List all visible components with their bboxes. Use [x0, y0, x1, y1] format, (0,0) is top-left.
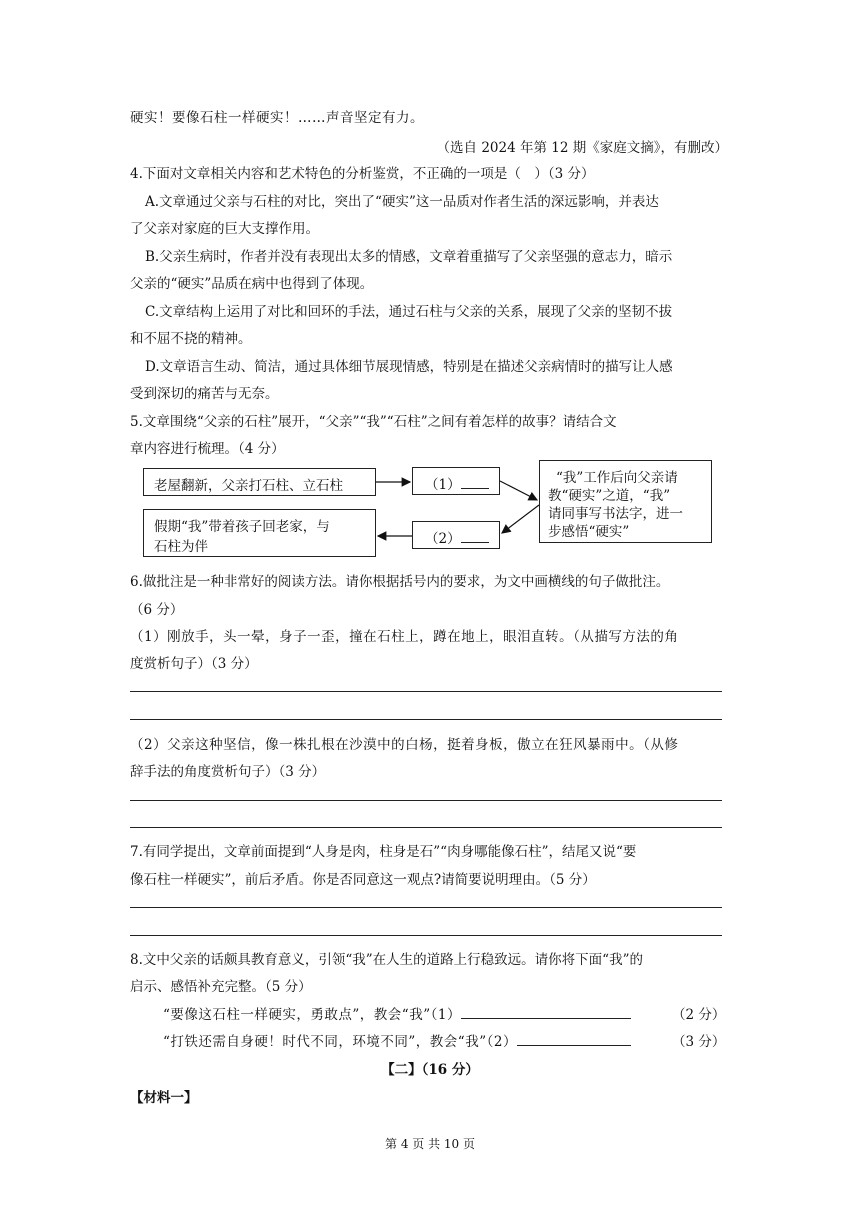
q6-stem-line1: 6.做批注是一种非常好的阅读方法。请你根据括号内的要求，为文中画横线的句子做批注。 [130, 574, 670, 590]
answer-line[interactable] [130, 827, 722, 828]
q6-sub1-line1: （1）刚放手，头一晕，身子一歪，撞在石柱上，蹲在地上，眼泪直转。（从描写方法的角 [130, 629, 679, 645]
q8-line2: 启示、感悟补充完整。（5 分） [130, 979, 312, 995]
q4-option-a-line1: A.文章通过父亲与石柱的对比，突出了“硬实”这一品质对作者生活的深远影响，并表达 [145, 194, 659, 210]
q4-option-b-line2: 父亲的“硬实”品质在病中也得到了体现。 [130, 276, 374, 292]
flow-box-4-line1: 假期“我”带着孩子回老家，与 [154, 519, 330, 535]
answer-line[interactable] [130, 907, 722, 908]
flow-box-3-line3: 请同事写书法字，进一 [548, 506, 683, 522]
answer-line[interactable] [130, 800, 722, 801]
flow-arrows [0, 0, 860, 600]
flow-box-3-line2: 教“硬实”之道，“我” [548, 488, 671, 504]
q4-option-b-line1: B.父亲生病时，作者并没有表现出太多的情感，文章着重描写了父亲坚强的意志力，暗示 [145, 249, 673, 265]
q7-line2: 像石柱一样硬实”，前后矛盾。你是否同意这一观点?请简要说明理由。（5 分） [130, 872, 596, 888]
q4-option-d-line1: D.文章语言生动、简洁，通过具体细节展现情感，特别是在描述父亲病情时的描写让人感 [145, 359, 673, 375]
q4-option-d-line2: 受到深切的痛苦与无奈。 [130, 386, 279, 402]
passage-last-line: 硬实！要像石柱一样硬实！……声音坚定有力。 [130, 110, 424, 126]
q6-sub1-line2: 度赏析句子）（3 分） [130, 656, 258, 672]
arrow-blank1-to-box3 [500, 481, 537, 500]
q8-item1: “要像这石柱一样硬实，勇敢点”，教会“我”（1） [163, 1003, 631, 1023]
page-footer: 第 4 页 共 10 页 [385, 1137, 475, 1151]
section-heading: 【二】（16 分） [381, 1062, 479, 1078]
answer-line[interactable] [130, 719, 722, 720]
material-heading: 【材料一】 [130, 1090, 198, 1106]
q8-line1: 8.文中父亲的话颇具教育意义，引领“我”在人生的道路上行稳致远。请你将下面“我”的 [130, 952, 643, 968]
q5-stem-line1: 5.文章围绕“父亲的石柱”展开，“父亲”“我”“石柱”之间有着怎样的故事？请结合文 [130, 414, 617, 430]
flow-blank-1-label: （1） [425, 473, 489, 493]
flow-box-4-line2: 石柱为伴 [154, 539, 208, 555]
q8-item1-score: （2 分） [672, 1007, 726, 1023]
source-citation: （选自 2024 年第 12 期《家庭文摘》，有删改） [436, 140, 728, 156]
q4-option-a-line2: 了父亲对家庭的巨大支撑作用。 [130, 221, 319, 237]
q4-option-c-line2: 和不屈不挠的精神。 [130, 331, 252, 347]
answer-line[interactable] [130, 691, 722, 692]
q4-option-c-line1: C.文章结构上运用了对比和回环的手法，通过石柱与父亲的关系，展现了父亲的坚韧不拔 [145, 304, 673, 320]
q6-sub2-line1: （2）父亲这种坚信，像一株扎根在沙漠中的白杨，挺着身板，傲立在狂风暴雨中。（从修 [130, 737, 679, 753]
flow-box-1-text: 老屋翻新，父亲打石柱、立石柱 [154, 478, 343, 494]
flow-blank-2-label: （2） [425, 527, 489, 547]
flow-box-3-line1: “我”工作后向父亲请 [556, 470, 678, 486]
flow-box-3-line4: 步感悟“硬实” [548, 524, 630, 540]
q7-line1: 7.有同学提出，文章前面提到“人身是肉，柱身是石”“肉身哪能像石柱”，结尾又说“要 [130, 844, 637, 860]
q8-blank-2[interactable] [517, 1045, 631, 1046]
q8-item2: “打铁还需自身硬！时代不同，环境不同”，教会“我”（2） [163, 1030, 631, 1050]
q4-stem: 4.下面对文章相关内容和艺术特色的分析鉴赏，不正确的一项是（ ）（3 分） [130, 166, 595, 182]
q6-stem-line2: （6 分） [130, 602, 184, 618]
arrow-box3-to-blank2 [502, 505, 539, 533]
answer-line[interactable] [130, 935, 722, 936]
q8-item2-score: （3 分） [672, 1034, 726, 1050]
q6-sub2-line2: 辞手法的角度赏析句子）（3 分） [130, 764, 326, 780]
q8-blank-1[interactable] [461, 1018, 631, 1019]
q5-stem-line2: 章内容进行梳理。（4 分） [130, 441, 285, 457]
